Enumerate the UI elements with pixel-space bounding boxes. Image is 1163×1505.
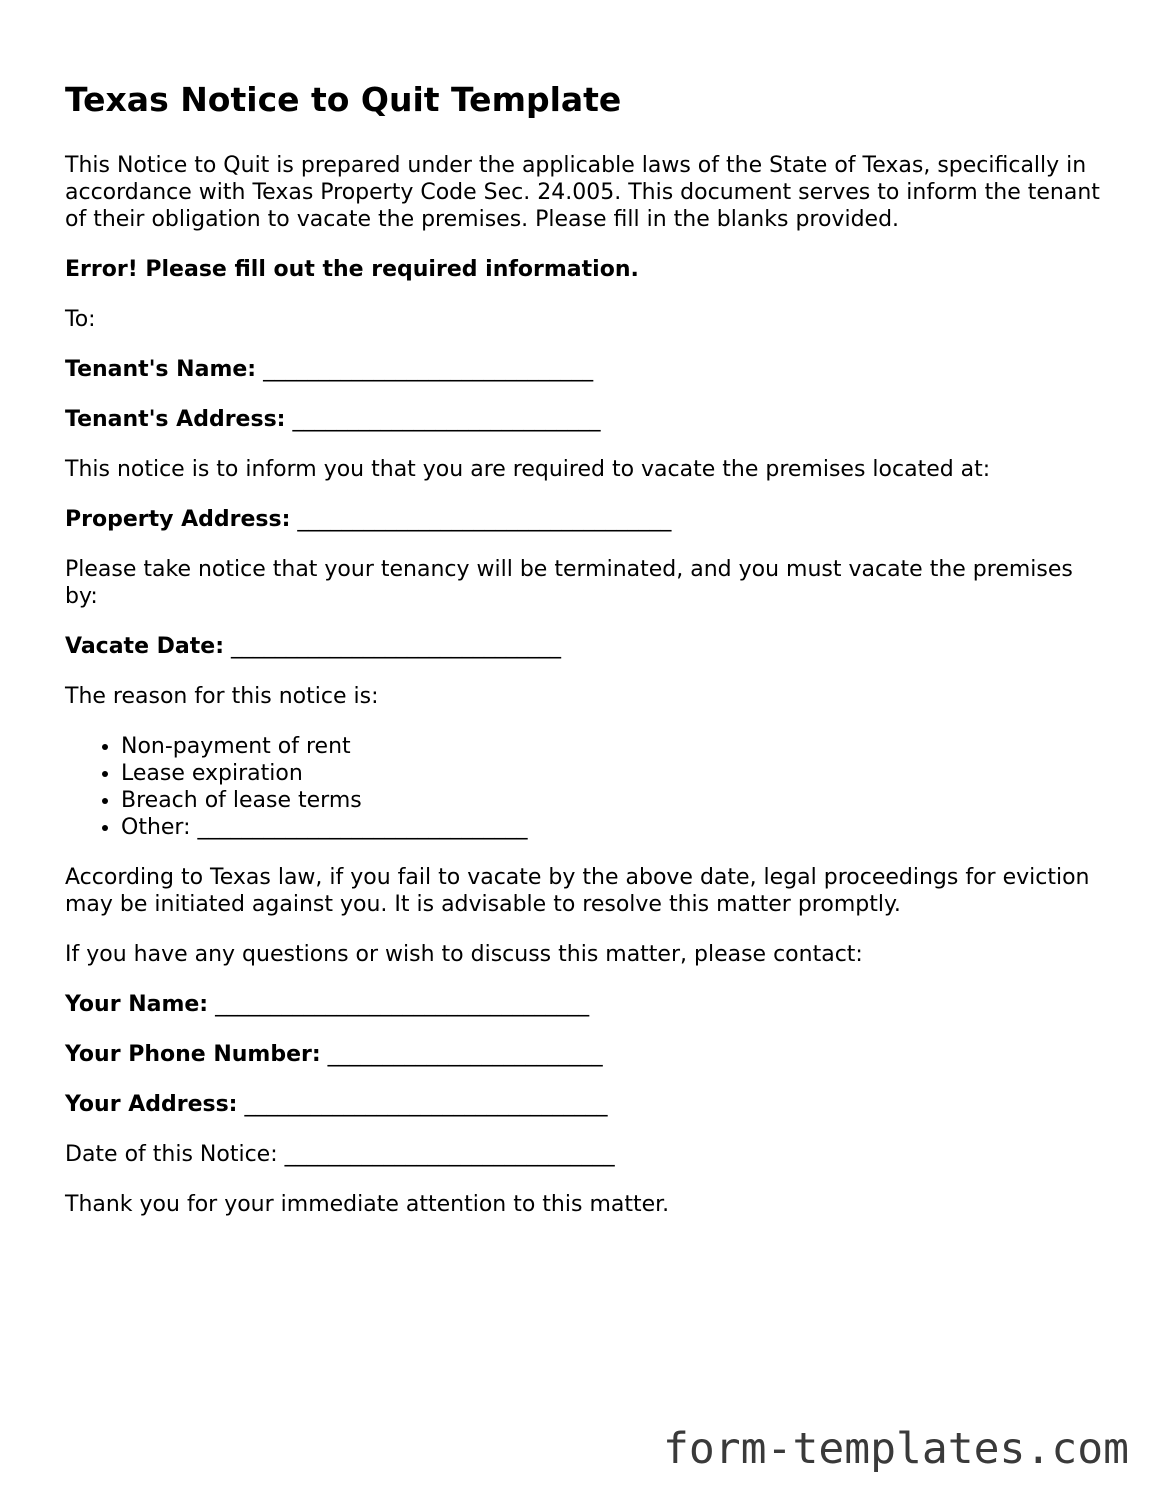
vacate-date-label: Vacate Date: xyxy=(65,634,224,659)
error-message: Error! Please fill out the required information. xyxy=(65,257,639,282)
tenant-address-field xyxy=(65,406,1105,433)
contact-intro: If you have any questions or wish to discuss this matter, please contact: xyxy=(65,942,863,967)
to-label: To: xyxy=(65,307,96,332)
termination-notice-paragraph: Please take notice that your tenancy will be terminated, and you must vacate the premises by: xyxy=(65,557,1073,609)
document-title: Texas Notice to Quit Template xyxy=(65,80,622,119)
your-phone-blank: _________________________ xyxy=(327,1042,603,1067)
vacate-date-field xyxy=(65,633,1105,660)
notice-date-field xyxy=(65,1141,1105,1168)
your-name-field xyxy=(65,991,1105,1018)
reason-list xyxy=(65,733,1105,841)
your-name-blank: __________________________________ xyxy=(215,992,590,1017)
property-address-field xyxy=(65,506,1105,533)
intro-paragraph: This Notice to Quit is prepared under the applicable laws of the State of Texas, specifically in accordance with Texas Property Code Sec. 24.005. This document serves to inform the tenant of their obligation to vacate the premises. Please fill in the blanks provided. xyxy=(65,153,1100,232)
list-item: • Non-payment of rent xyxy=(121,733,1105,760)
tenant-name-blank: ______________________________ xyxy=(263,357,594,382)
reason-intro: The reason for this notice is: xyxy=(65,684,379,709)
list-item: • Other: ______________________________ xyxy=(121,814,1105,841)
closing-paragraph: Thank you for your immediate attention to this matter. xyxy=(65,1192,670,1217)
tenant-address-label: Tenant's Address: xyxy=(65,407,286,432)
your-address-field xyxy=(65,1091,1105,1118)
property-address-blank: __________________________________ xyxy=(297,507,672,532)
list-item: • Breach of lease terms xyxy=(121,787,1105,814)
your-address-label: Your Address: xyxy=(65,1092,238,1117)
tenant-name-field xyxy=(65,356,1105,383)
your-name-label: Your Name: xyxy=(65,992,209,1017)
notice-date-blank: ______________________________ xyxy=(284,1142,615,1167)
your-phone-field xyxy=(65,1041,1105,1068)
list-item: • Lease expiration xyxy=(121,760,1105,787)
document-page xyxy=(65,78,1105,1241)
legal-warning-paragraph: According to Texas law, if you fail to vacate by the above date, legal proceedings for eviction may be initiated against you. It is advisable to resolve this matter promptly. xyxy=(65,865,1090,917)
property-address-label: Property Address: xyxy=(65,507,291,532)
vacate-date-blank: ______________________________ xyxy=(231,634,561,659)
vacate-notice-paragraph: This notice is to inform you that you are required to vacate the premises located at: xyxy=(65,457,991,482)
your-phone-label: Your Phone Number: xyxy=(65,1042,321,1067)
your-address-blank: _________________________________ xyxy=(244,1092,608,1117)
tenant-address-blank: ____________________________ xyxy=(292,407,601,432)
watermark: form-templates.com xyxy=(663,1424,1129,1474)
tenant-name-label: Tenant's Name: xyxy=(65,357,257,382)
notice-date-label: Date of this Notice: xyxy=(65,1142,278,1167)
